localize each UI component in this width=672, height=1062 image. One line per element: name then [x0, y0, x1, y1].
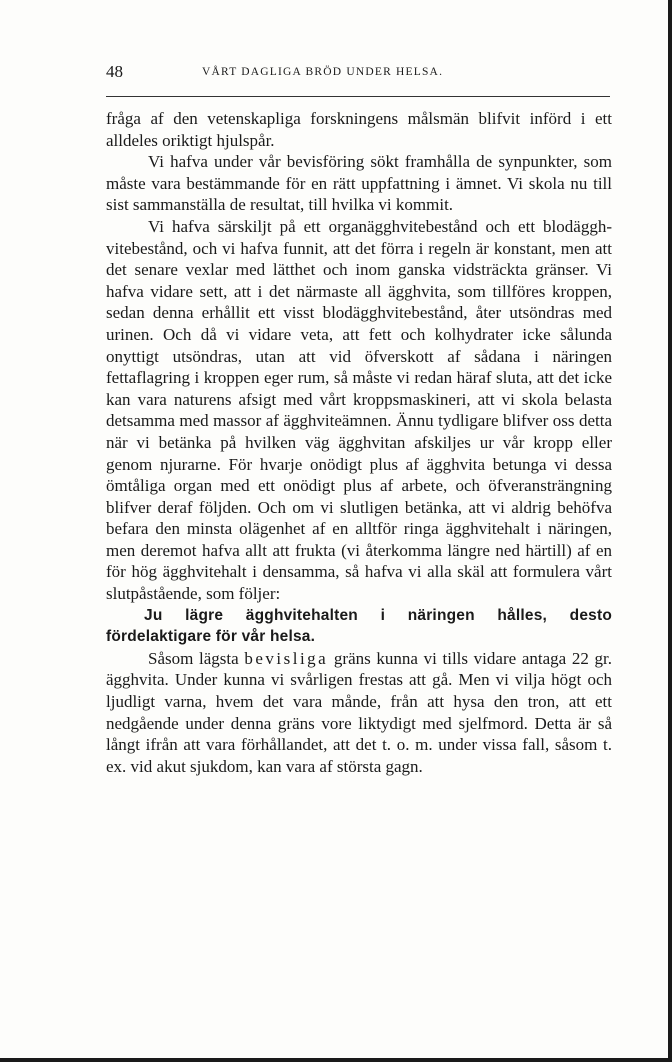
- paragraph: [106, 648, 612, 778]
- emphasized-conclusion: Ju lägre ägghvitehalten i näringen hålles, desto fördelaktigare för vår helsa.: [106, 606, 612, 646]
- paragraph-continuation: fråga af den vetenskapliga forskningens målsmän blifvit införd i ett alldeles oriktigt hjulspår.: [106, 109, 612, 150]
- paragraph: Vi hafva under vår bevisföring sökt framhålla de synpunkter, som måste vara bestämmande för en rätt uppfattning i ämnet. Vi skola nu till sist sammanställa de resultat, till hvilka vi kommit.: [106, 152, 612, 215]
- scan-edge-bottom: [0, 1058, 672, 1062]
- paragraph: Vi hafva särskiljt på ett organägghvitebestånd och ett blodägghvitebestånd, och vi hafva funnit, att det förra i regeln är konstant, men att det senare vexlar med lätthet och inom ganska vidsträckta gränser. Vi hafva vidare sett, att i det närmaste all ägghvita, som tillföres kroppen, sedan denna erhållit ett visst blodägghvitebestånd, åter utsöndras med urinen. Och då vi vidare veta, att fett och kolhydrater icke sålunda onyttigt utsöndras, utan att vid öfverskott af sådana i näringen fettaflagring i kroppen eger rum, så måste vi redan häraf sluta, att det icke kan vara naturens afsigt med vårt kroppsmaskineri, att vi skola belasta detsamma med massor af ägghviteämnen. Ännu tydligare blifver oss detta när vi betänka på hvilken väg ägghvitan afskiljes ur vår kropp eller genom njurarne. För hvarje onödigt plus af ägghvita betunga vi dessa ömtåliga organ med ett onödigt plus af arbete, och öfveransträngning blifver deraf följden. Och om vi slutligen betänka, att vi aldrig behöfva befara den minsta olägenhet af en alltför ringa ägghvitehalt i näringen, men deremot hafva allt att frukta (vi återkomma längre ned härtill) af en för hög ägghvitehalt i densamma, så hafva vi alla skäl att formulera vårt slutpåstående, som följer:: [106, 216, 612, 604]
- paragraph-text: Såsom lägsta: [148, 648, 239, 668]
- paragraph-text: gräns kunna vi tills vidare antaga 22 gr. ägghvita. Under kunna vi svårligen frestas att gå. Men vi vilja högt och ljudligt varna, hvem det vara månde, från att hysa den tron, att ett nedgående under denna gräns vore liktydigt med sjelfmord. Detta är så långt ifrån att vara förhållandet, att det t. o. m. under vissa fall, såsom t. ex. vid akut sjukdom, kan vara af största gagn.: [106, 648, 612, 776]
- body-text: [106, 108, 612, 777]
- scan-edge-right: [668, 0, 672, 1062]
- page-number: 48: [106, 62, 123, 81]
- running-title: VÅRT DAGLIGA BRÖD UNDER HELSA.: [202, 66, 444, 78]
- spaced-emphasis: bevisliga: [244, 648, 329, 668]
- page-header: [106, 62, 612, 86]
- header-rule: [106, 96, 610, 97]
